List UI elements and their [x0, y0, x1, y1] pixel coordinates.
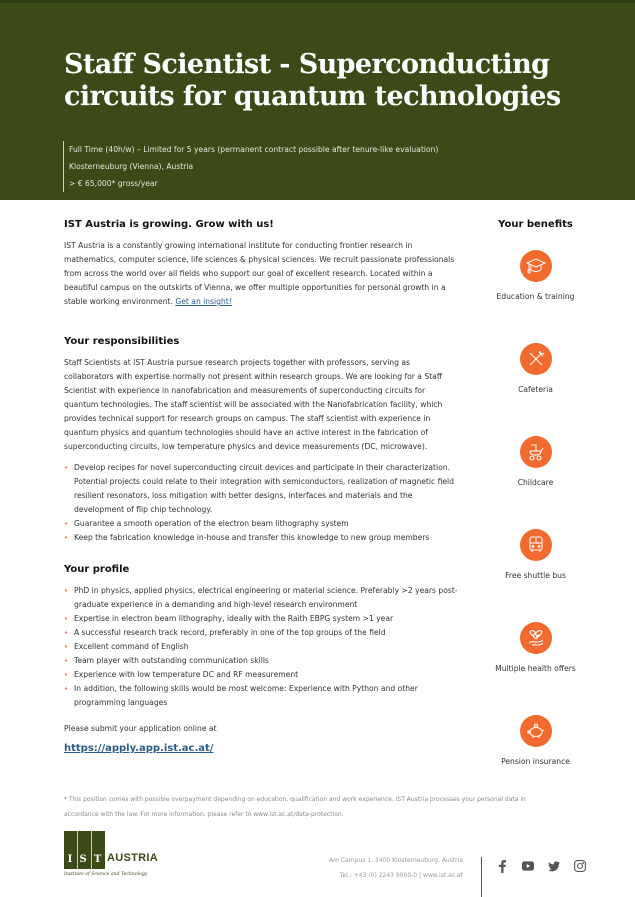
responsibilities-section — [64, 335, 459, 545]
benefit-label: Free shuttle bus — [505, 571, 566, 580]
logo-subtitle: Institute of Science and Technology — [64, 872, 148, 877]
apply-label: Please submit your application online at — [64, 724, 217, 733]
bus-icon — [520, 529, 552, 561]
logo-letter: I — [67, 854, 73, 865]
list-item: • Develop recipes for novel superconducting circuit devices and participate in their characterization. Potential projects could relate to their integration with semiconductors, realization of magnetic field resilient resonators, loss mitigation with better designs, interfaces and materials and the development of flip chip technology. — [64, 461, 459, 517]
get-insight-link[interactable]: Get an insight! — [175, 297, 232, 306]
profile-heading: Your profile — [64, 564, 130, 575]
list-item: • Excellent command of English — [64, 640, 459, 654]
apply-section — [64, 722, 459, 755]
job-meta — [63, 141, 438, 192]
list-item: • Expertise in electron beam lithography, ideally with the Raith EBPG system >1 year — [64, 612, 459, 626]
benefit-pension — [478, 715, 593, 767]
ist-logo — [64, 831, 105, 869]
profile-list — [64, 584, 459, 710]
list-item: • Guarantee a smooth operation of the electron beam lithography system — [64, 517, 459, 531]
list-item: • A successful research track record, preferably in one of the top groups of the field — [64, 626, 459, 640]
benefit-cafeteria — [478, 343, 593, 395]
benefit-education — [478, 250, 593, 302]
piggy-bank-icon — [520, 715, 552, 747]
intro-heading: IST Austria is growing. Grow with us! — [64, 219, 274, 230]
location: Klosterneuburg (Vienna), Austria — [69, 162, 194, 171]
salary: > € 65,000* gross/year — [69, 179, 158, 188]
graduation-cap-icon — [520, 250, 552, 282]
list-item: • Keep the fabrication knowledge in-house and transfer this knowledge to new group members — [64, 531, 459, 545]
main-content — [64, 218, 459, 755]
apply-link[interactable]: https://apply.app.ist.ac.at/ — [64, 743, 214, 754]
benefit-label: Education & training — [496, 292, 575, 301]
twitter-icon[interactable] — [548, 860, 560, 872]
responsibilities-text: Staff Scientists at IST Austria pursue research projects together with professors, serving as collaborators with expertise normally not present within research groups. We are looking for a Staff Scientist with experience in nanofabrication and measurements of superconducting circuits for quantum technologies. The staff scientist will be associated with the Nanofabrication facility, which provides technical support for research groups on campus. The staff scientist with experience in quantum physics and quantum technologies should have an active interest in the fabrication of superconducting circuits, low temperature physics and device measurements (DC, microwave). — [64, 358, 443, 451]
intro-paragraph: IST Austria is a constantly growing international institute for conducting frontier research in mathematics, computer science, life sciences & physical sciences. We recruit passionate professionals from across the world over all fields who support our goal of excellent research. Located within a beautiful campus on the outskirts of Vienna, we offer multiple opportunities for personal growth in a stable working environment. — [64, 241, 455, 306]
intro-section — [64, 218, 459, 309]
list-item: • Team player with outstanding communication skills — [64, 654, 459, 668]
social-links — [496, 860, 586, 872]
footnote: * This position comes with possible overpayment depending on education, qualification and work experience. IST Austria processes your personal data in accordance with the law. For more information, please refer to www.ist.ac.at/data-protection. — [64, 796, 526, 818]
benefit-label: Childcare — [517, 478, 554, 487]
logo-wordmark: AUSTRIA — [107, 852, 158, 864]
list-item: • Experience with low temperature DC and RF measurement — [64, 668, 459, 682]
footer-divider — [481, 857, 482, 897]
logo-letter: T — [93, 854, 102, 865]
facebook-icon[interactable] — [496, 860, 508, 872]
benefit-shuttle — [478, 529, 593, 581]
fork-knife-icon — [520, 343, 552, 375]
instagram-icon[interactable] — [574, 860, 586, 872]
youtube-icon[interactable] — [522, 860, 534, 872]
intro-text — [64, 239, 459, 309]
benefits-heading: Your benefits — [498, 219, 573, 230]
profile-section — [64, 563, 459, 710]
list-item: • PhD in physics, applied physics, electrical engineering or material science. Preferably >2 years post-graduate experience in a demanding and high-level research environment — [64, 584, 459, 612]
header-banner — [0, 0, 635, 200]
stroller-icon — [520, 436, 552, 468]
contact-line: Tel.: +43 (0) 2243 9000-0 | www.ist.ac.at — [339, 872, 463, 879]
benefits-panel — [478, 218, 593, 766]
logo-letters — [64, 854, 105, 865]
benefit-health — [478, 622, 593, 674]
address-line: Am Campus 1, 3400 Klosterneuburg, Austria — [329, 857, 463, 864]
benefit-childcare — [478, 436, 593, 488]
benefit-label: Multiple health offers — [495, 664, 576, 673]
logo-letter: S — [79, 854, 87, 865]
responsibilities-heading: Your responsibilities — [64, 336, 180, 347]
responsibilities-list — [64, 461, 459, 545]
heart-hand-icon — [520, 622, 552, 654]
footer-address — [329, 853, 463, 883]
list-item: • In addition, the following skills would be most welcome: Experience with Python and other programming languages — [64, 682, 459, 710]
employment-type: Full Time (40h/w) – Limited for 5 years (permanent contract possible after tenure-like evaluation) — [69, 145, 439, 154]
benefit-label: Pension insurance — [501, 757, 570, 766]
page-title: Staff Scientist - Superconducting circuits for quantum technologies — [64, 49, 561, 112]
benefit-label: Cafeteria — [518, 385, 553, 394]
